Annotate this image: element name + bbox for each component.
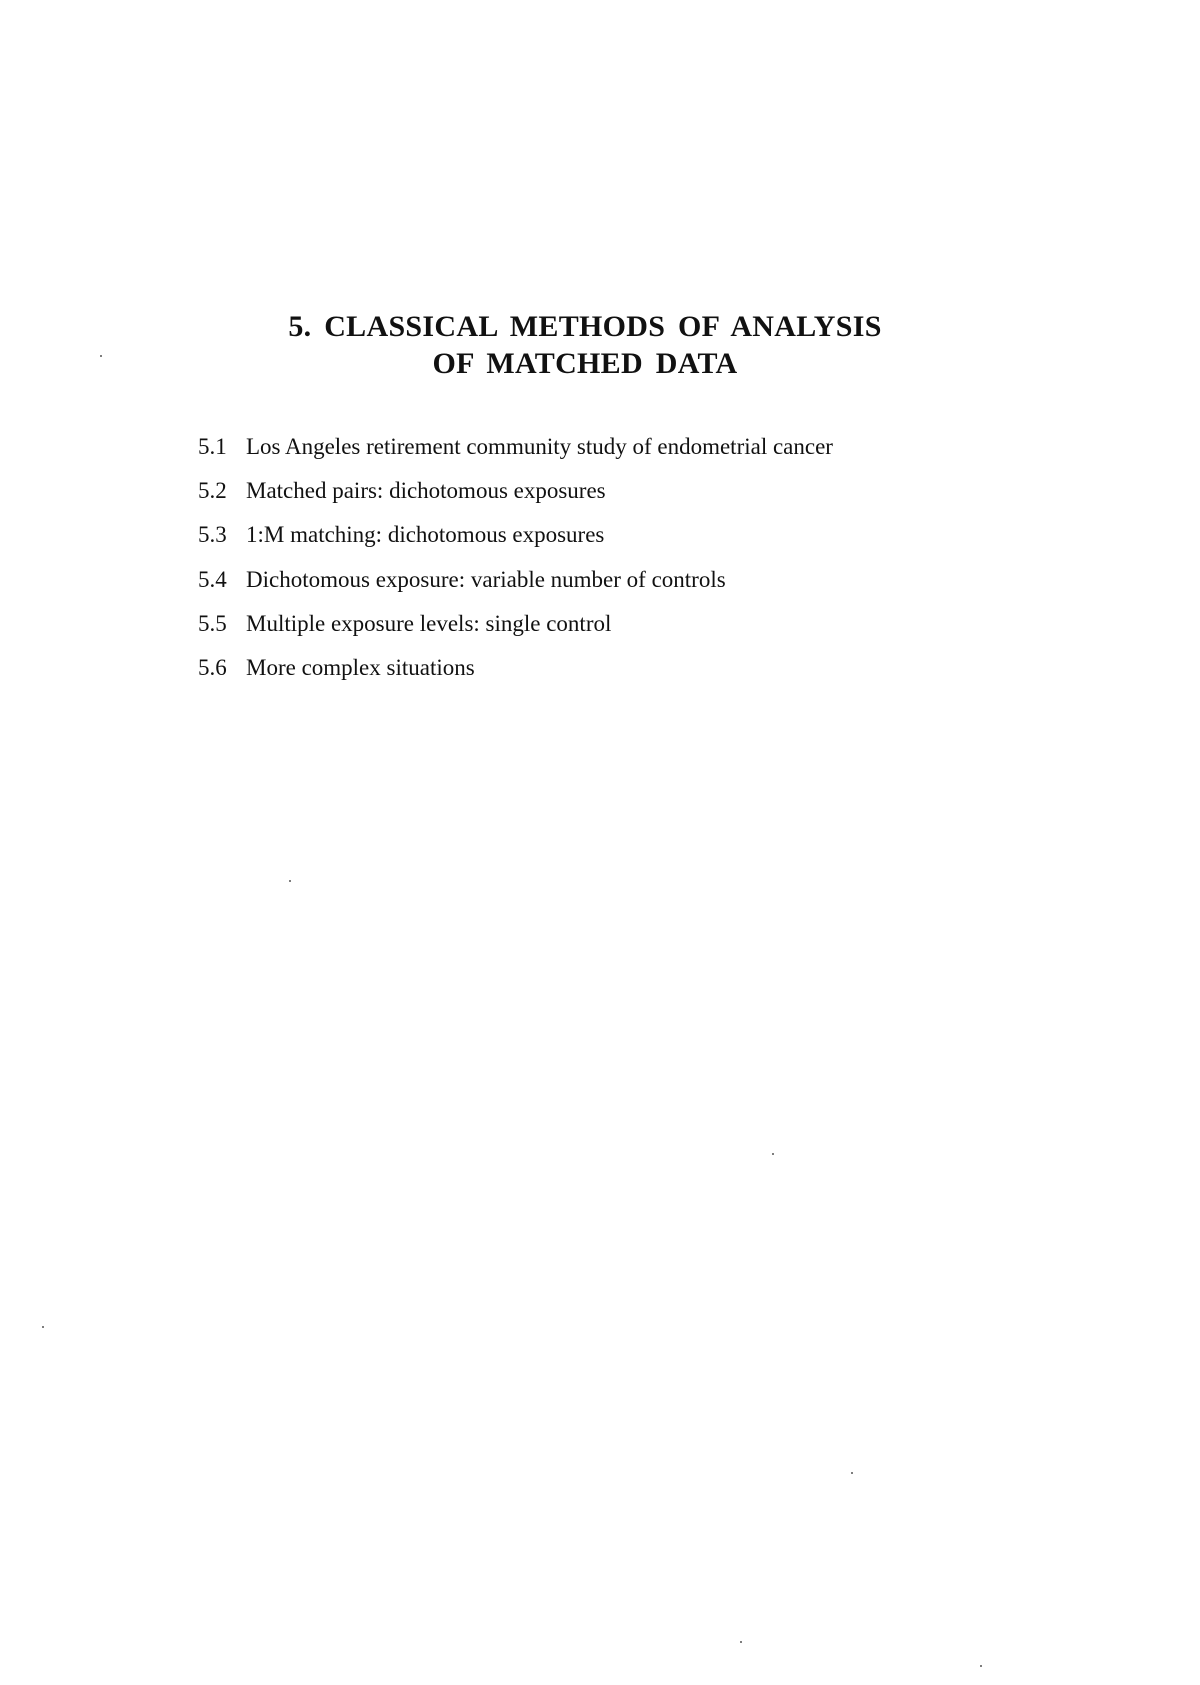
- section-title: Los Angeles retirement community study of endometrial cancer: [246, 434, 833, 459]
- scan-speck: [740, 1641, 742, 1643]
- section-number: 5.1: [198, 434, 227, 459]
- section-entry-5-1: [198, 434, 833, 478]
- section-title: Matched pairs: dichotomous exposures: [246, 478, 606, 504]
- scan-speck: [980, 1665, 982, 1667]
- section-title: Dichotomous exposure: variable number of controls: [246, 566, 726, 592]
- section-entry-5-2: [198, 478, 833, 522]
- section-number: 5.3: [198, 522, 227, 548]
- section-entry-5-6: [198, 655, 833, 699]
- scan-speck: [851, 1472, 853, 1474]
- section-list: [198, 434, 833, 699]
- section-title: More complex situations: [246, 654, 475, 680]
- section-number: 5.2: [198, 478, 227, 504]
- section-title: Multiple exposure levels: single control: [246, 610, 612, 636]
- section-entry-5-4: [198, 567, 833, 611]
- section-entry-5-5: [198, 611, 833, 655]
- section-number: 5.6: [198, 654, 227, 680]
- chapter-title-line-2: OF MATCHED DATA: [432, 347, 738, 380]
- section-number: 5.4: [198, 566, 227, 592]
- scan-speck: [289, 880, 291, 882]
- scan-speck: [100, 355, 102, 357]
- scan-speck: [772, 1153, 774, 1155]
- section-title: 1:M matching: dichotomous exposures: [246, 522, 605, 548]
- chapter-title: [150, 308, 1020, 382]
- chapter-title-line-1: 5. CLASSICAL METHODS OF ANALYSIS: [288, 310, 882, 343]
- scan-speck: [42, 1326, 44, 1328]
- section-entry-5-3: [198, 522, 833, 566]
- section-number: 5.5: [198, 610, 227, 636]
